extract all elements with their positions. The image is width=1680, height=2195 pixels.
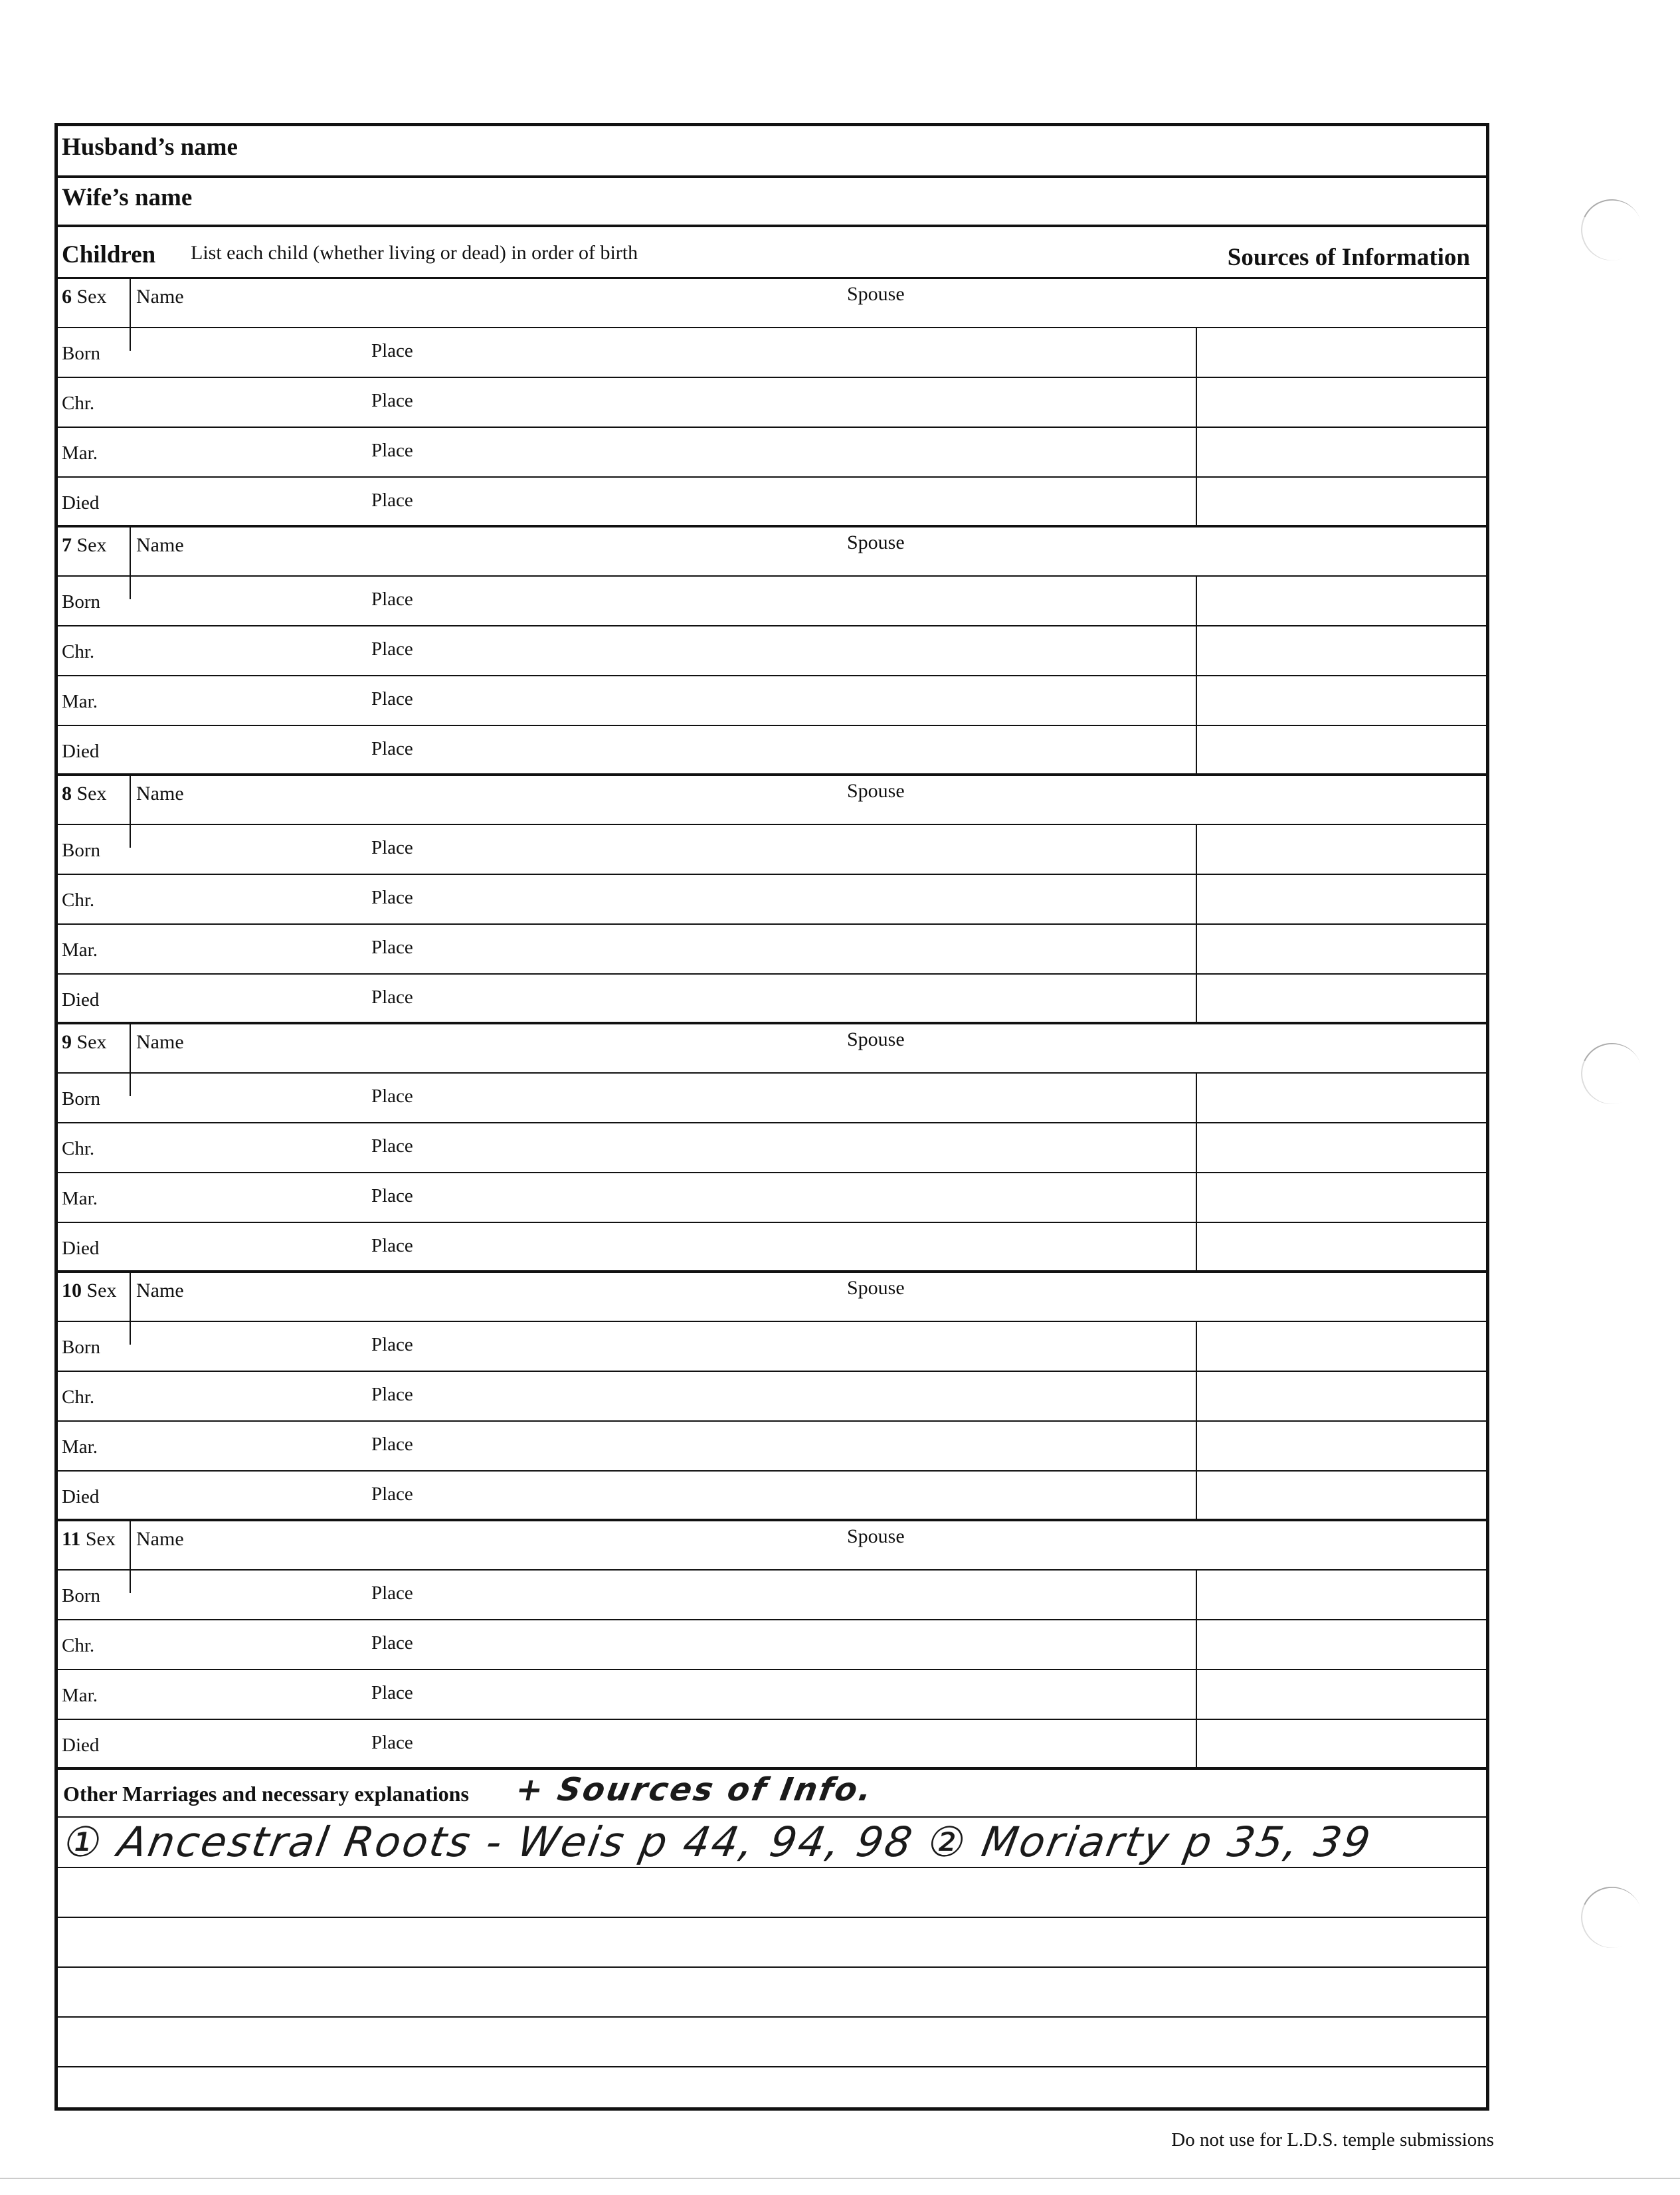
sex-label: Sex xyxy=(76,1031,107,1053)
name-label: Name xyxy=(136,1528,184,1550)
child-name-row[interactable] xyxy=(58,1521,1486,1571)
child-number: 7 xyxy=(62,534,72,556)
event-row-born[interactable] xyxy=(58,328,1486,378)
husband-name-label: Husband’s name xyxy=(62,134,238,161)
wife-name-row[interactable] xyxy=(58,178,1486,227)
place-label: Place xyxy=(371,1682,413,1703)
event-row-chr[interactable] xyxy=(58,1123,1486,1173)
child-number-sex xyxy=(62,286,107,308)
sources-of-information-label: Sources of Information xyxy=(1227,244,1470,271)
name-label: Name xyxy=(136,286,184,308)
place-label: Place xyxy=(371,887,413,908)
event-label-mar: Mar. xyxy=(62,442,98,464)
children-instructions: List each child (whether living or dead) in order of birth xyxy=(191,242,638,264)
place-label: Place xyxy=(371,440,413,461)
event-label-chr: Chr. xyxy=(62,890,95,911)
event-label-died: Died xyxy=(62,492,100,514)
event-row-died[interactable] xyxy=(58,1472,1486,1521)
event-row-born[interactable] xyxy=(58,1322,1486,1372)
explanation-line-1[interactable] xyxy=(58,1818,1486,1868)
place-label: Place xyxy=(371,1732,413,1753)
event-row-born[interactable] xyxy=(58,1074,1486,1123)
child-name-row[interactable] xyxy=(58,527,1486,577)
child-name-row[interactable] xyxy=(58,1024,1486,1074)
event-label-mar: Mar. xyxy=(62,1685,98,1706)
event-label-died: Died xyxy=(62,1735,100,1756)
sex-label: Sex xyxy=(76,534,107,556)
hole-punch-mark-bottom xyxy=(1572,1878,1651,1956)
place-label: Place xyxy=(371,738,413,759)
child-name-row[interactable] xyxy=(58,776,1486,825)
sex-label: Sex xyxy=(85,1528,116,1550)
child-number: 11 xyxy=(62,1528,81,1550)
child-number-sex xyxy=(62,534,107,557)
event-label-chr: Chr. xyxy=(62,1138,95,1159)
event-label-born: Born xyxy=(62,343,100,364)
event-row-died[interactable] xyxy=(58,975,1486,1024)
place-label: Place xyxy=(371,1434,413,1455)
explanation-line-3[interactable] xyxy=(58,1918,1486,1968)
child-number: 9 xyxy=(62,1031,72,1053)
event-row-died[interactable] xyxy=(58,1720,1486,1770)
other-marriages-header-row xyxy=(58,1770,1486,1818)
event-label-mar: Mar. xyxy=(62,691,98,712)
spouse-label: Spouse xyxy=(847,1277,905,1299)
event-row-born[interactable] xyxy=(58,1571,1486,1620)
child-name-row[interactable] xyxy=(58,279,1486,328)
explanation-line-6[interactable] xyxy=(58,2067,1486,2117)
event-row-died[interactable] xyxy=(58,1223,1486,1273)
other-marriages-label: Other Marriages and necessary explanations xyxy=(63,1782,469,1806)
husband-name-row[interactable] xyxy=(58,126,1486,178)
event-label-died: Died xyxy=(62,741,100,762)
event-label-chr: Chr. xyxy=(62,393,95,414)
place-label: Place xyxy=(371,490,413,511)
child-number-sex xyxy=(62,783,107,805)
child-block xyxy=(58,279,1486,527)
child-number-sex xyxy=(62,1031,107,1054)
place-label: Place xyxy=(371,937,413,958)
spouse-label: Spouse xyxy=(847,531,905,553)
event-label-chr: Chr. xyxy=(62,1386,95,1408)
scan-edge-line xyxy=(0,2178,1680,2179)
handwritten-source-citations: ① Ancestral Roots - Weis p 44, 94, 98 ② Moriarty p 35, 39 xyxy=(60,1818,1376,1866)
event-label-died: Died xyxy=(62,989,100,1010)
place-label: Place xyxy=(371,638,413,660)
family-group-record-form xyxy=(54,123,1489,2111)
place-label: Place xyxy=(371,837,413,858)
handwritten-sources-note: + Sources of Info. xyxy=(513,1771,877,1808)
name-label: Name xyxy=(136,1031,184,1053)
spouse-label: Spouse xyxy=(847,1525,905,1547)
child-block xyxy=(58,1024,1486,1273)
event-row-mar[interactable] xyxy=(58,428,1486,478)
child-number: 6 xyxy=(62,286,72,308)
event-label-mar: Mar. xyxy=(62,939,98,961)
child-number: 8 xyxy=(62,783,72,805)
place-label: Place xyxy=(371,688,413,710)
event-row-chr[interactable] xyxy=(58,875,1486,925)
event-row-chr[interactable] xyxy=(58,626,1486,676)
hole-punch-mark-top xyxy=(1572,191,1651,269)
name-label: Name xyxy=(136,534,184,556)
hole-punch-mark-middle xyxy=(1572,1034,1651,1113)
event-label-born: Born xyxy=(62,591,100,613)
children-label: Children xyxy=(62,241,156,268)
place-label: Place xyxy=(371,1384,413,1405)
wife-name-label: Wife’s name xyxy=(62,184,193,211)
place-label: Place xyxy=(371,589,413,610)
event-row-mar[interactable] xyxy=(58,676,1486,726)
child-block xyxy=(58,1521,1486,1770)
place-label: Place xyxy=(371,987,413,1008)
event-label-born: Born xyxy=(62,1088,100,1109)
child-number: 10 xyxy=(62,1280,82,1301)
child-name-row[interactable] xyxy=(58,1273,1486,1322)
place-label: Place xyxy=(371,1235,413,1256)
event-row-died[interactable] xyxy=(58,726,1486,776)
sex-label: Sex xyxy=(76,286,107,308)
event-row-mar[interactable] xyxy=(58,925,1486,975)
place-label: Place xyxy=(371,340,413,361)
event-row-born[interactable] xyxy=(58,825,1486,875)
event-row-chr[interactable] xyxy=(58,1372,1486,1422)
event-row-died[interactable] xyxy=(58,478,1486,527)
spouse-label: Spouse xyxy=(847,283,905,305)
sex-label: Sex xyxy=(86,1280,117,1301)
place-label: Place xyxy=(371,1086,413,1107)
sex-label: Sex xyxy=(76,783,107,805)
child-number-sex xyxy=(62,1528,116,1551)
event-row-born[interactable] xyxy=(58,577,1486,626)
event-label-mar: Mar. xyxy=(62,1188,98,1209)
place-label: Place xyxy=(371,1334,413,1355)
explanation-line-4[interactable] xyxy=(58,1968,1486,2018)
event-label-died: Died xyxy=(62,1238,100,1259)
spouse-label: Spouse xyxy=(847,1028,905,1050)
place-label: Place xyxy=(371,1632,413,1654)
event-label-born: Born xyxy=(62,1337,100,1358)
event-label-born: Born xyxy=(62,840,100,861)
footer-note: Do not use for L.D.S. temple submissions xyxy=(1171,2129,1494,2150)
event-row-mar[interactable] xyxy=(58,1670,1486,1720)
event-label-born: Born xyxy=(62,1585,100,1606)
event-row-chr[interactable] xyxy=(58,378,1486,428)
event-row-chr[interactable] xyxy=(58,1620,1486,1670)
event-label-mar: Mar. xyxy=(62,1436,98,1458)
child-block xyxy=(58,1273,1486,1521)
explanation-line-5[interactable] xyxy=(58,2018,1486,2067)
event-row-mar[interactable] xyxy=(58,1173,1486,1223)
event-label-chr: Chr. xyxy=(62,1635,95,1656)
name-label: Name xyxy=(136,1280,184,1301)
explanation-line-2[interactable] xyxy=(58,1868,1486,1918)
place-label: Place xyxy=(371,1185,413,1206)
child-block xyxy=(58,776,1486,1024)
name-label: Name xyxy=(136,783,184,805)
event-label-died: Died xyxy=(62,1486,100,1507)
event-label-chr: Chr. xyxy=(62,641,95,662)
event-row-mar[interactable] xyxy=(58,1422,1486,1472)
child-number-sex xyxy=(62,1280,117,1302)
child-block xyxy=(58,527,1486,776)
children-header-row xyxy=(58,227,1486,279)
place-label: Place xyxy=(371,390,413,411)
other-marriages-section xyxy=(58,1770,1486,2107)
place-label: Place xyxy=(371,1483,413,1505)
spouse-label: Spouse xyxy=(847,780,905,802)
place-label: Place xyxy=(371,1582,413,1604)
place-label: Place xyxy=(371,1135,413,1157)
